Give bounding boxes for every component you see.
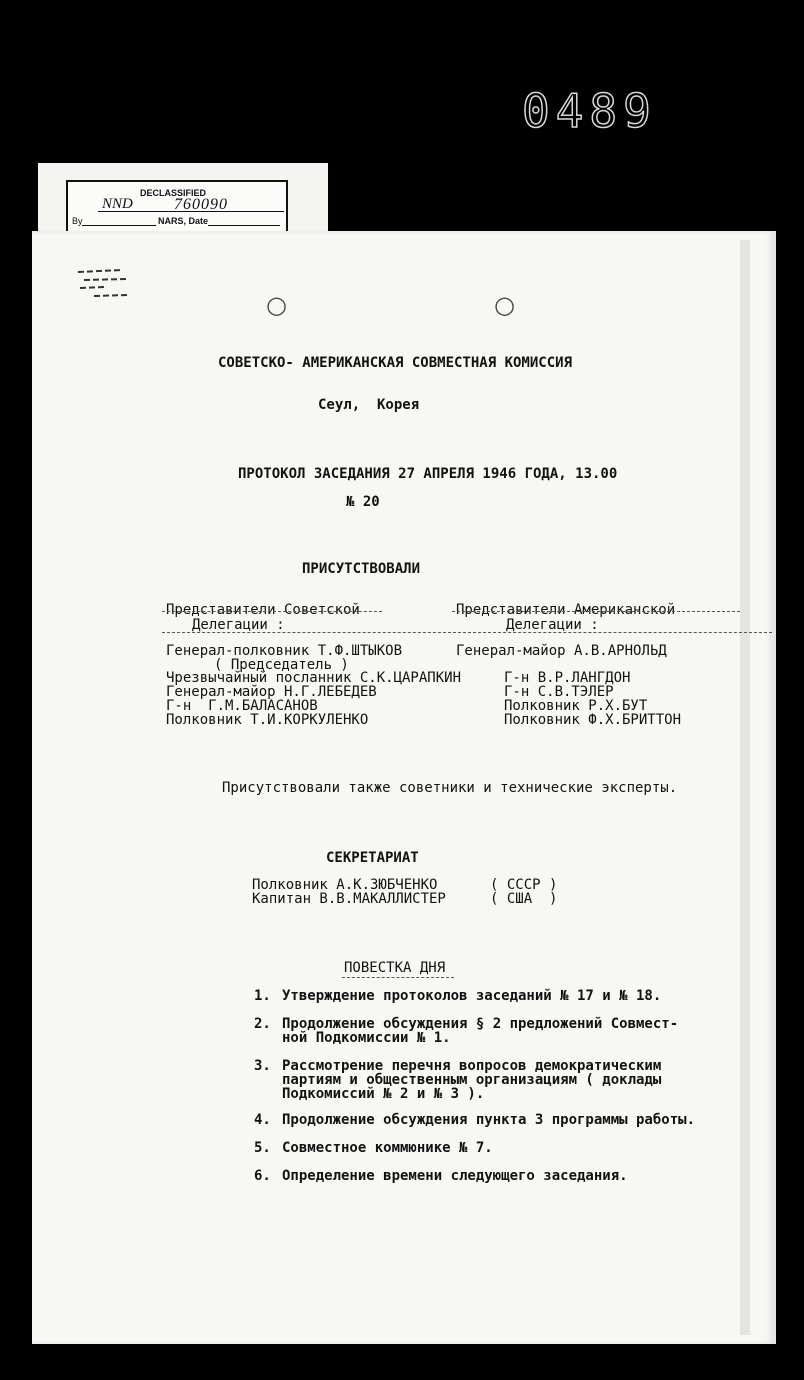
american-delegation-header: Представители Американской <box>456 602 676 618</box>
agenda-item-number: 5. <box>254 1140 271 1156</box>
soviet-member: Генерал-майор Н.Г.ЛЕБЕДЕВ <box>166 684 377 700</box>
attended-heading: ПРИСУТСТВОВАЛИ <box>302 561 421 577</box>
american-member: Полковник Ф.Х.БРИТТОН <box>504 712 682 728</box>
agenda-item-text: Продолжение обсуждения пункта 3 программы работы. <box>282 1112 696 1128</box>
agenda-heading: ПОВЕСТКА ДНЯ <box>344 960 446 976</box>
american-member: Полковник Р.Х.БУТ <box>504 698 648 714</box>
stamp-rule <box>98 211 284 212</box>
doc-place: Сеул, Корея <box>318 397 420 413</box>
soviet-delegation-header-2: Делегации : <box>192 617 285 633</box>
soviet-member: Г-н Г.М.БАЛАСАНОВ <box>166 698 318 714</box>
secretariat-heading: СЕКРЕТАРИАТ <box>326 850 419 866</box>
agenda-item-text: Продолжение обсуждения § 2 предложений Совмест- <box>282 1016 679 1032</box>
stamp-rule <box>208 225 280 226</box>
agenda-item-number: 2. <box>254 1016 271 1032</box>
agenda-item-number: 1. <box>254 988 271 1004</box>
stamp-rule <box>82 225 156 226</box>
header-underline <box>162 611 382 612</box>
agenda-underline <box>342 977 454 978</box>
agenda-item-text: Утверждение протоколов заседаний № 17 и № 18. <box>282 988 662 1004</box>
protocol-number: № 20 <box>346 494 380 510</box>
agenda-item-text: Определение времени следующего заседания. <box>282 1168 628 1184</box>
punch-hole-icon: ○ <box>494 291 515 319</box>
soviet-member: Полковник Т.И.КОРКУЛЕНКО <box>166 712 369 728</box>
protocol-line: ПРОТОКОЛ ЗАСЕДАНИЯ 27 АПРЕЛЯ 1946 ГОДА, 13.00 <box>238 466 618 482</box>
agenda-item-text: Рассмотрение перечня вопросов демократическим <box>282 1058 662 1074</box>
header-underline <box>162 632 772 633</box>
agenda-item-number: 4. <box>254 1112 271 1128</box>
soviet-delegation-header: Представители Советской <box>166 602 360 618</box>
secretariat-country: ( США ) <box>490 891 558 907</box>
agenda-item-text: партиям и общественным организациям ( доклады <box>282 1072 662 1088</box>
page-edge-shadow <box>740 240 750 1335</box>
american-member: Г-н С.В.ТЭЛЕР <box>504 684 614 700</box>
doc-title: СОВЕТСКО- АМЕРИКАНСКАЯ СОВМЕСТНАЯ КОМИССИЯ <box>218 355 573 371</box>
agenda-item-number: 3. <box>254 1058 271 1074</box>
american-member: Генерал-майор А.В.АРНОЛЬД <box>456 643 667 659</box>
soviet-member: Чрезвычайный посланник С.К.ЦАРАПКИН <box>166 670 462 686</box>
declassified-stamp <box>66 180 288 236</box>
also-attended-text: Присутствовали также советники и технические эксперты. <box>222 780 678 796</box>
margin-scribble-mark <box>74 264 134 304</box>
by-label: By <box>72 216 83 226</box>
secretariat-member: Капитан В.В.МАКАЛЛИСТЕР <box>252 891 446 907</box>
agenda-item-text: Совместное коммюнике № 7. <box>282 1140 493 1156</box>
frame-number: 0489 <box>522 84 657 138</box>
american-delegation-header-2: Делегации : <box>506 617 599 633</box>
agenda-item-number: 6. <box>254 1168 271 1184</box>
agenda-item-text: Подкомиссий № 2 и № 3 ). <box>282 1086 485 1102</box>
declassified-label: DECLASSIFIED <box>140 188 207 198</box>
secretariat-country: ( СССР ) <box>490 877 558 893</box>
header-underline <box>452 611 740 612</box>
nnd-number: 760090 <box>174 196 228 213</box>
nnd-label: NND <box>102 196 133 212</box>
soviet-member: Генерал-полковник Т.Ф.ШТЫКОВ <box>166 643 403 659</box>
american-member: Г-н В.Р.ЛАНГДОН <box>504 670 631 686</box>
nars-date-label: NARS, Date <box>158 216 209 226</box>
punch-hole-icon: ○ <box>266 291 287 319</box>
agenda-item-text: ной Подкомиссии № 1. <box>282 1030 451 1046</box>
soviet-member: ( Председатель ) <box>214 657 349 673</box>
secretariat-member: Полковник А.К.ЗЮБЧЕНКО <box>252 877 438 893</box>
